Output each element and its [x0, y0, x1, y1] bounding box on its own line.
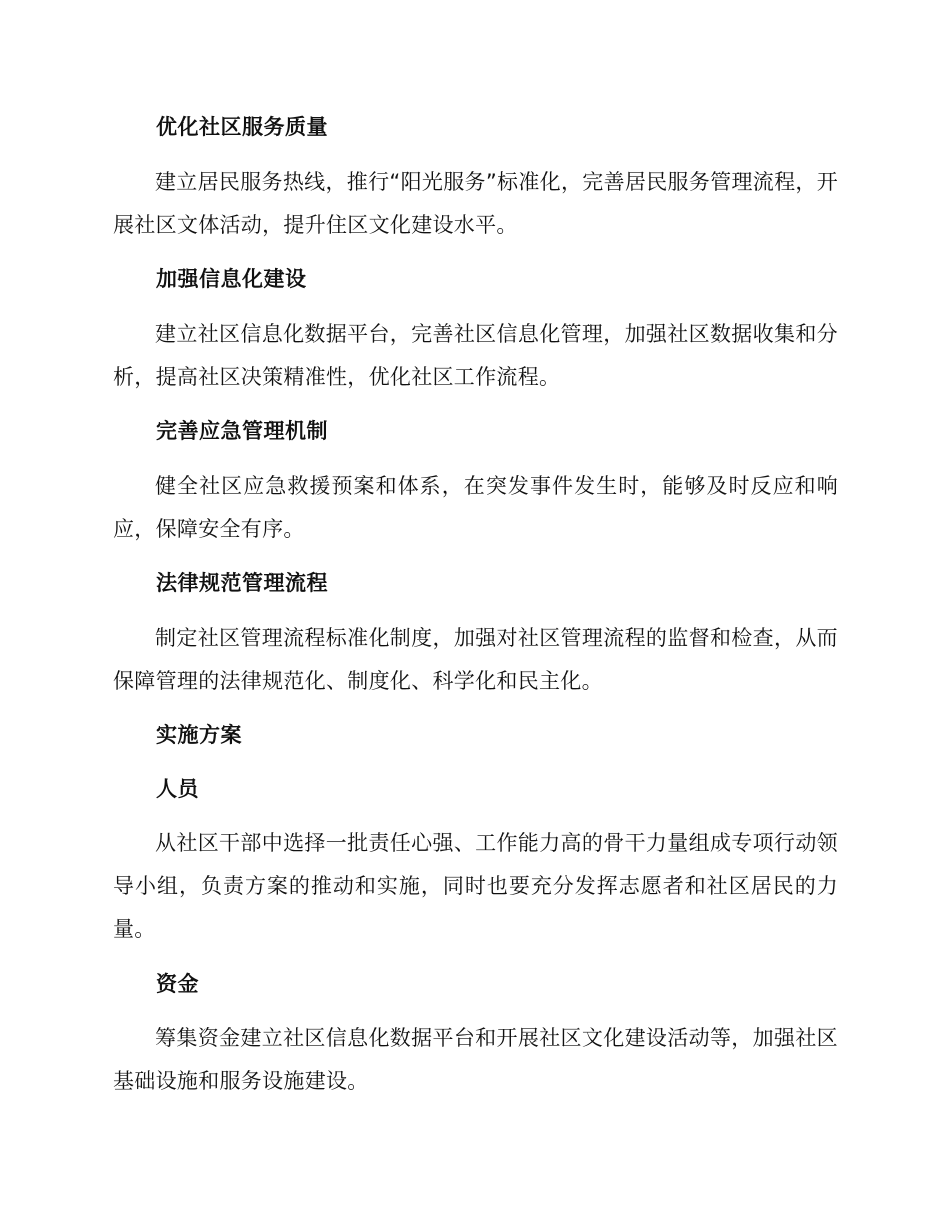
section-paragraph: 制定社区管理流程标准化制度，加强对社区管理流程的监督和检查，从而保障管理的法律规范化、制度化、科学化和民主化。	[113, 626, 838, 693]
section-heading: 优化社区服务质量	[156, 115, 328, 139]
subsection-heading: 资金	[156, 972, 199, 996]
subsection-paragraph: 筹集资金建立社区信息化数据平台和开展社区文化建设活动等，加强社区基础设施和服务设施建设。	[113, 1026, 838, 1093]
plan-heading: 实施方案	[156, 723, 242, 747]
section-heading: 法律规范管理流程	[156, 571, 328, 595]
section-heading: 加强信息化建设	[156, 267, 307, 291]
section-paragraph: 健全社区应急救援预案和体系，在突发事件发生时，能够及时反应和响应，保障安全有序。	[113, 474, 838, 541]
section-heading: 完善应急管理机制	[156, 419, 328, 443]
subsection-paragraph: 从社区干部中选择一批责任心强、工作能力高的骨干力量组成专项行动领导小组，负责方案的推动和实施，同时也要充分发挥志愿者和社区居民的力量。	[113, 831, 838, 941]
section-paragraph: 建立社区信息化数据平台，完善社区信息化管理，加强社区数据收集和分析，提高社区决策精准性，优化社区工作流程。	[113, 322, 838, 389]
section-paragraph: 建立居民服务热线，推行“阳光服务”标准化，完善居民服务管理流程，开展社区文体活动，提升住区文化建设水平。	[113, 170, 838, 237]
subsection-heading: 人员	[156, 777, 199, 801]
